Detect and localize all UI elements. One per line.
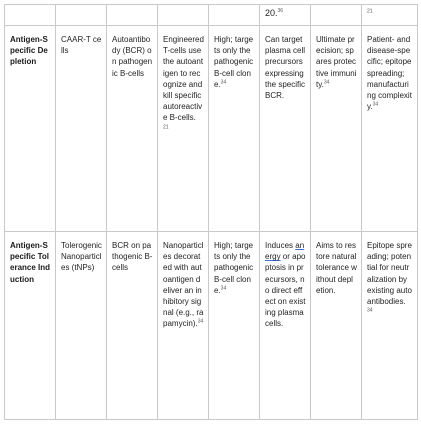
cell: CAAR-T cells [56,26,107,232]
cell-text: Epitope spreading; potential for neutralization by existing autoantibodies. [367,241,412,307]
cell: Autoantibody (BCR) on pathogenic B-cells [107,26,158,232]
cell-text: Ultimate precision; spares protective immunity. [316,35,357,89]
citation-ref: 34 [367,307,373,314]
cell-text: Induces [265,241,296,250]
cell [209,232,260,420]
continuation-row [5,5,418,26]
row-header: Antigen-Specific Tolerance Induction [5,232,56,420]
cell [209,26,260,232]
cell [158,5,209,26]
citation-ref: 34 [220,285,227,292]
cell-text: High; targets only the pathogenic B-cell clone. [214,241,254,295]
cell-text: High; targets only the pathogenic B-cell clone. [214,35,254,89]
cell-text: Nanoparticles decorated with autoantigen deliver an inhibitory signal (e.g., rapamycin). [163,241,204,329]
citation-ref: 21 [367,8,373,15]
therapy-comparison-table [4,4,418,420]
cell [311,5,362,26]
table-row [5,26,418,232]
citation-ref: 34 [220,79,227,86]
cell [5,5,56,26]
cell [158,26,209,232]
cell [107,5,158,26]
cell-text: 20. [265,8,278,18]
cell [362,26,418,232]
table-row [5,232,418,420]
cell [260,5,311,26]
cell [362,5,418,26]
cell-text: Patient- and disease-specific; epitope spreading; manufacturing complexity. [367,35,412,112]
cell [260,232,311,420]
citation-ref: 34 [197,318,204,325]
cell: Tolerogenic Nanoparticles (tNPs) [56,232,107,420]
citation-ref: 36 [277,8,284,14]
cell [209,5,260,26]
citation-ref: 34 [323,79,330,86]
cell [158,232,209,420]
cell [56,5,107,26]
cell: Can target plasma cell precursors expressing the specific BCR. [260,26,311,232]
cell-text: or apoptosis in precursors, no direct effect on existing plasma cells. [265,252,306,329]
term-link[interactable]: anergy [265,241,305,262]
citation-ref: 34 [372,101,379,108]
cell: BCR on pathogenic B-cells [107,232,158,420]
cell [311,26,362,232]
citation-ref: 21 [163,123,169,130]
cell [362,232,418,420]
cell: Aims to restore natural tolerance without depletion. [311,232,362,420]
row-header: Antigen-Specific Depletion [5,26,56,232]
cell-text: Engineered T-cells use the autoantigen to recognize and kill specific autoreactive B-cells. [163,35,204,123]
